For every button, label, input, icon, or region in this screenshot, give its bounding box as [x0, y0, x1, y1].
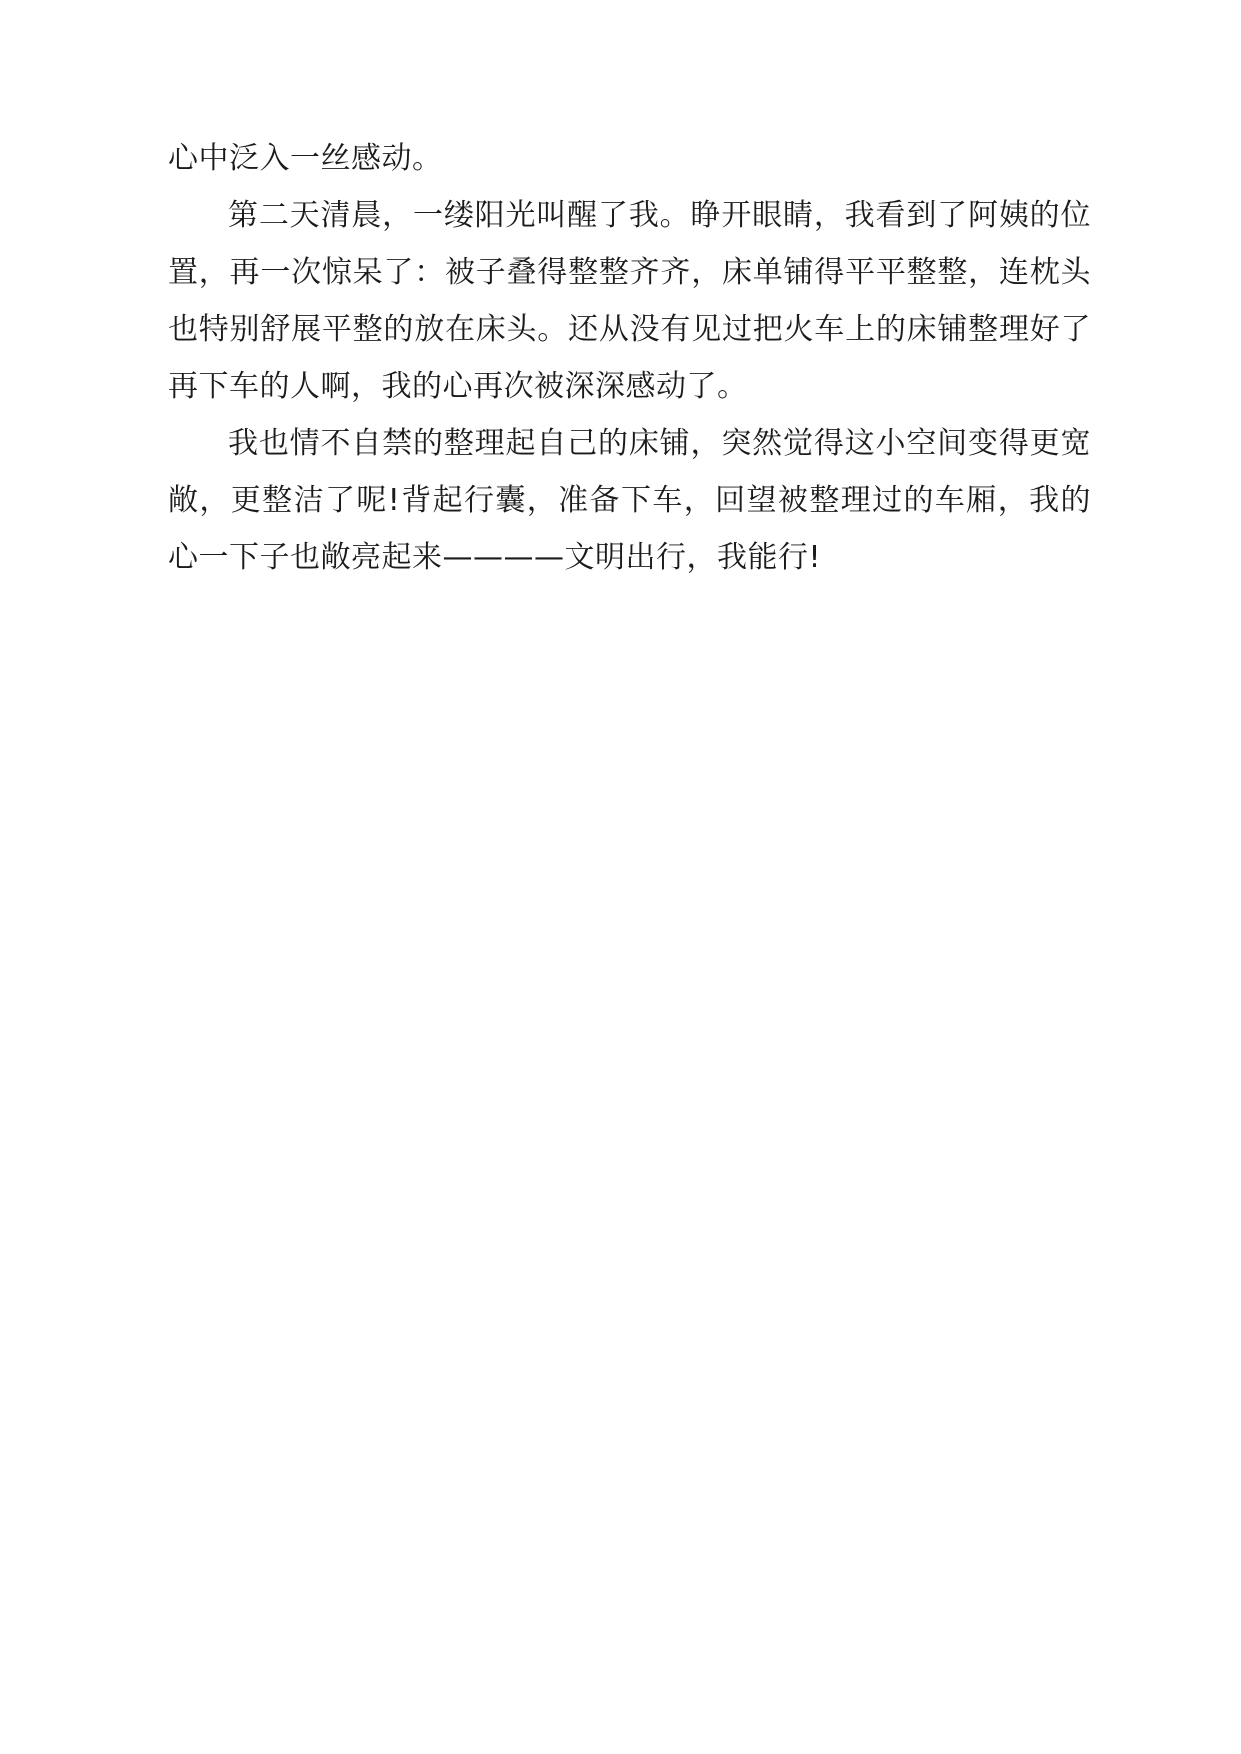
paragraph-3: 我也情不自禁的整理起自己的床铺，突然觉得这小空间变得更宽敞，更整洁了呢!背起行囊，准备下车，回望被整理过的车厢，我的心一下子也敞亮起来————文明出行，我能行!	[168, 426, 1091, 575]
paragraph-1: 心中泛入一丝感动。	[168, 141, 443, 176]
document-body	[168, 130, 1091, 586]
paragraph-2: 第二天清晨，一缕阳光叫醒了我。睁开眼睛，我看到了阿姨的位置，再一次惊呆了：被子叠得整整齐齐，床单铺得平平整整，连枕头也特别舒展平整的放在床头。还从没有见过把火车上的床铺整理好了再下车的人啊，我的心再次被深深感动了。	[168, 198, 1091, 404]
